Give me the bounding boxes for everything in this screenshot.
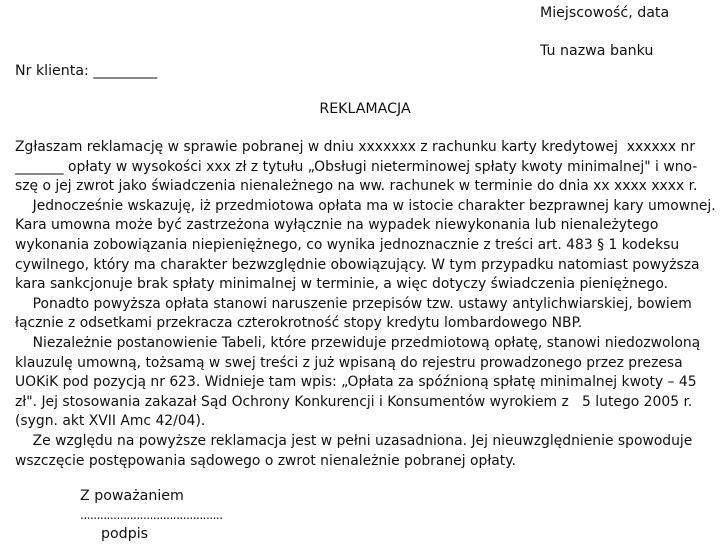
body-line: wszczęcie postępowania sądowego o zwrot nienależnie pobranej opłaty.: [15, 452, 516, 469]
body-line: _______ opłaty w wysokości xxx zł z tytułu „Obsługi nieterminowej spłaty kwoty minimalnej" i wno-: [15, 158, 698, 175]
body-line: (sygn. akt XVII Amc 42/04).: [15, 413, 206, 430]
signature-line: ...........................................: [80, 508, 223, 522]
body-line: cywilnego, który ma charakter bezwzględnie obowiązujący. W tym przypadku natomiast powyższa: [15, 256, 700, 273]
body-line: Zgłaszam reklamację w sprawie pobranej w dniu xxxxxxx z rachunku karty kredytowej xxxxxx nr: [15, 139, 696, 155]
body-line: łącznie z odsetkami przekracza czterokrotność stopy kredytu lombardowego NBP.: [15, 315, 583, 332]
body-line: klauzulę umowną, tożsamą w swej treści z już wpisaną do rejestru prowadzonego przez prezesa: [15, 354, 683, 371]
body-line: szę o jej zwrot jako świadczenia nienależnego na ww. rachunek w terminie do dnia xx xxxx xxxx r.: [15, 178, 698, 195]
client-number: Nr klienta: _________: [15, 63, 158, 79]
body-line: zł". Jej stosowania zakazał Sąd Ochrony Konkurencji i Konsumentów wyrokiem z 5 lutego 2005 r.: [15, 393, 693, 410]
closing-regards: Z poważaniem: [80, 488, 184, 504]
body-line: Niezależnie postanowienie Tabeli, które przewiduje przedmiotową opłatę, stanowi niedozwoloną: [15, 334, 701, 351]
bank-name: Tu nazwa banku: [540, 43, 654, 59]
document-title: REKLAMACJA: [319, 101, 411, 117]
body-line: Ponadto powyższa opłata stanowi naruszenie przepisów tzw. ustawy antylichwiarskiej, bowiem: [15, 295, 692, 312]
body-line: Ze względu na powyższe reklamacja jest w pełni uzasadniona. Jej nieuwzględnienie spowoduje: [15, 432, 693, 449]
signature-label: podpis: [101, 526, 149, 542]
body-line: wykonania zobowiązania niepieniężnego, co wynika jednoznacznie z treści art. 483 § 1 kodeksu: [15, 236, 680, 253]
place-date: Miejscowość, data: [540, 5, 670, 21]
body-line: Jednocześnie wskazuję, iż przedmiotowa opłata ma w istocie charakter bezprawnej kary umownej.: [15, 197, 716, 214]
body-line: UOKiK pod pozycją nr 623. Widnieje tam wpis: „Opłata za spóźnioną spłatę minimalnej kwoty – 45: [15, 374, 697, 391]
letter-body: [15, 138, 720, 471]
body-line: kara sankcjonuje brak spłaty minimalnej w terminie, a więc dotyczy świadczenia pieniężnego.: [15, 276, 669, 293]
body-line: Kara umowna może być zastrzeżona wyłącznie na wypadek niewykonania lub nienależytego: [15, 217, 659, 234]
